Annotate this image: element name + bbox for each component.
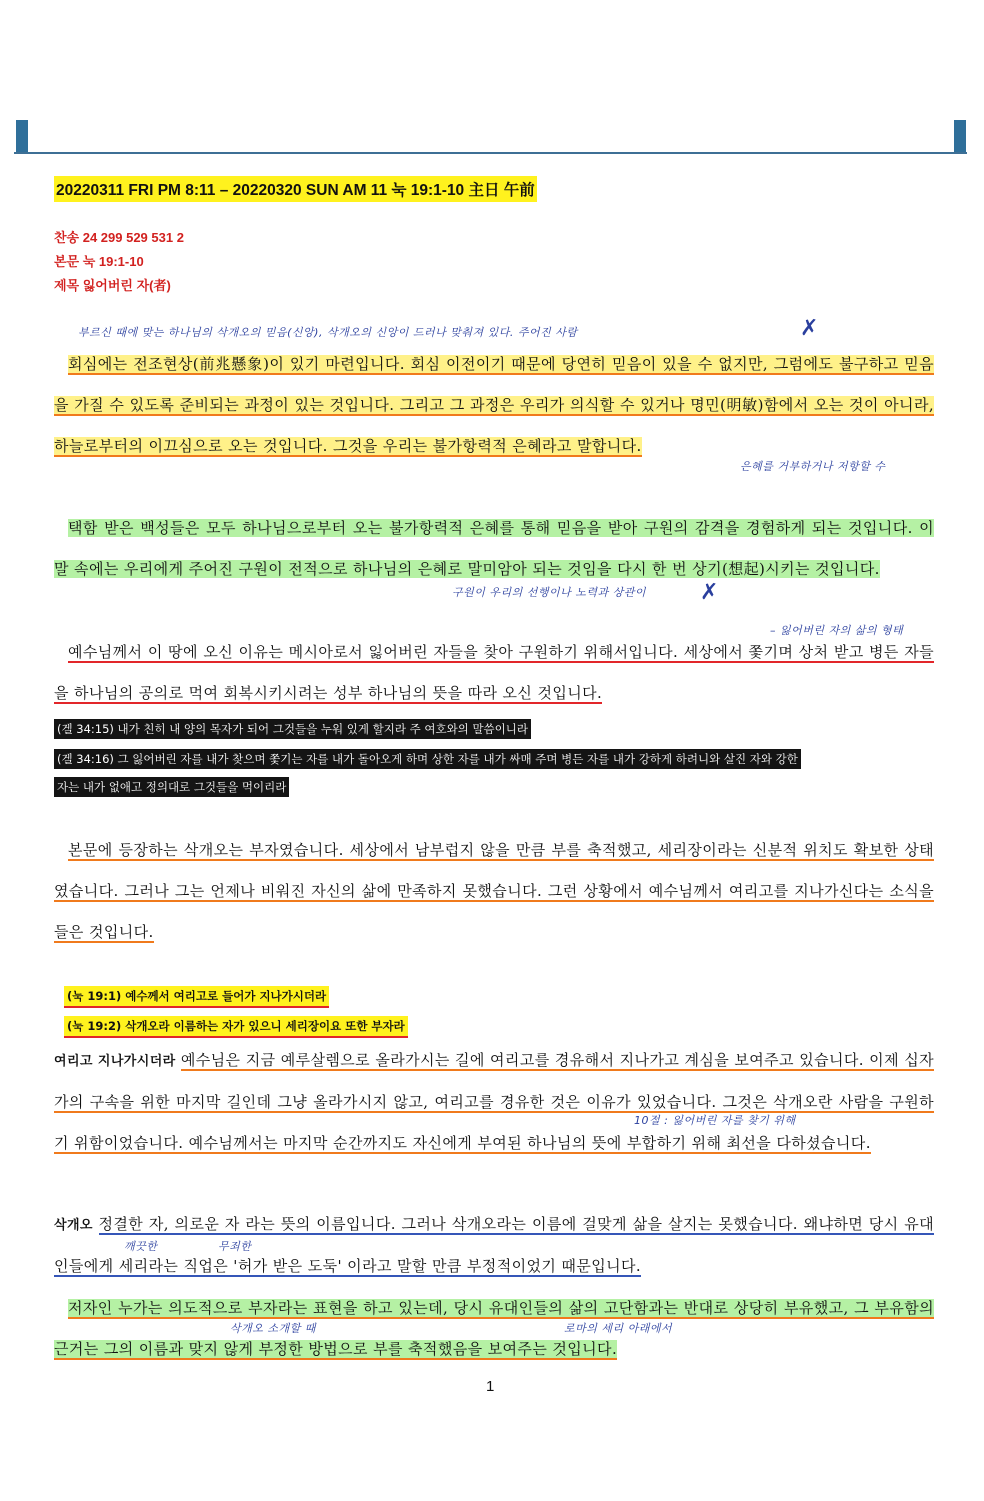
paragraph-1-text: 회심에는 전조현상(前兆懸象)이 있기 마련입니다. 회심 이전이기 때문에 당연히 믿음이 있을 수 없지만, 그럼에도 불구하고 믿음을 가질 수 있도록 준비되는 과정이 있는 것입니다. 그리고 그 과정은 우리가 의식할 수 있거나 명민(明敏)함에서 오는 것이 아니라, 하늘로부터의 이끄심으로 오는 것입니다. 그것을 우리는 불가항력적 은혜라고 말합니다. [54,355,934,455]
handwritten-note-grace: 은혜를 거부하거나 저항할 수 [740,460,886,473]
page-number: 1 [486,1378,495,1395]
paragraph-5 [54,1040,934,1164]
paragraph-6-lead: 삭개오 [54,1218,93,1233]
handwritten-note-verse10: 10절 : 잃어버린 자를 찾기 위해 [634,1114,796,1127]
handwritten-note-rome: 로마의 세리 아래에서 [564,1322,673,1335]
paragraph-6 [54,1204,934,1287]
paragraph-7 [54,1288,934,1370]
verse-ezekiel-34-16-a: (겔 34:16) 그 잃어버린 자를 내가 찾으며 쫓기는 자를 내가 돌아오게 하며 상한 자를 내가 싸매 주며 병든 자를 내가 강하게 하려니와 살진 자와 강한 [54,749,801,769]
handwritten-note-intro: 삭개오 소개할 때 [230,1322,316,1335]
verse-luke-19-1: (눅 19:1) 예수께서 여리고로 들어가 지나가시더라 [64,986,329,1008]
sermon-date-title: 20220311 FRI PM 8:11 – 20220320 SUN AM 11 눅 19:1-10 主日 午前 [54,176,537,202]
paragraph-1 [54,344,934,467]
handwritten-note-top: 부르신 때에 맞는 하나님의 삭개오의 믿음(신앙), 삭개오의 신앙이 드러나 맞춰져 있다. 주어진 사람 [78,326,578,339]
paragraph-7-text: 저자인 누가는 의도적으로 부자라는 표현을 하고 있는데, 당시 유대인들의 삶의 고단함과는 반대로 상당히 부유했고, 그 부유함의 근거는 그의 이름과 맞지 않게 부정한 방법으로 부를 축적했음을 보여주는 것입니다. [54,1299,934,1358]
header-rule-right-tab [954,120,966,154]
paragraph-4 [54,830,934,953]
paragraph-6-text: 정결한 자, 의로운 자 라는 뜻의 이름입니다. 그러나 삭개오라는 이름에 걸맞게 삶을 살지는 못했습니다. 왜냐하면 당시 유대인들에게 세리라는 직업은 '허가 받은 도둑' 이라고 말할 만큼 부정적이었기 때문입니다. [54,1215,935,1275]
verse-ezekiel-34-16-b: 자는 내가 없애고 정의대로 그것들을 먹이리라 [54,777,289,797]
paragraph-2 [54,508,934,590]
paragraph-4-text: 본문에 등장하는 삭개오는 부자였습니다. 세상에서 남부럽지 않을 만큼 부를 축적했고, 세리장이라는 신분적 위치도 확보한 상태였습니다. 그러나 그는 언제나 비워진 자신의 삶에 만족하지 못했습니다. 그런 상황에서 예수님께서 여리고를 지나가신다는 소식을 들은 것입니다. [54,841,934,941]
hymn-numbers: 찬송 24 299 529 531 2 [54,230,184,245]
handwritten-x-mark-2: ✗ [700,580,719,605]
verse-ezekiel-34-15: (겔 34:15) 내가 친히 내 양의 목자가 되어 그것들을 누워 있게 할지라 주 여호와의 말씀이니라 [54,719,531,739]
handwritten-note-salvation: 구원이 우리의 선행이나 노력과 상관이 [452,586,647,599]
paragraph-5-lead: 여리고 지나가시더라 [54,1054,176,1069]
scripture-text: 본문 눅 19:1-10 [54,254,144,269]
sermon-title: 제목 잃어버린 자(者) [54,278,171,293]
handwritten-note-lost: – 잃어버린 자의 삶의 형태 [770,624,904,637]
paragraph-2-text: 택함 받은 백성들은 모두 하나님으로부터 오는 불가항력적 은혜를 통해 믿음을 받아 구원의 감격을 경험하게 되는 것입니다. 이 말 속에는 우리에게 주어진 구원이 전적으로 하나님의 은혜로 말미암아 되는 것임을 다시 한 번 상기(想起)시키는 것입니다. [54,519,934,578]
paragraph-3 [54,632,934,714]
handwritten-note-clean: 깨끗한 [124,1240,158,1253]
paragraph-3-text: 예수님께서 이 땅에 오신 이유는 메시아로서 잃어버린 자들을 찾아 구원하기 위해서입니다. 세상에서 쫓기며 상처 받고 병든 자들을 하나님의 공의로 먹여 회복시키시려는 성부 하나님의 뜻을 따라 오신 것입니다. [54,643,934,702]
verse-luke-19-2: (눅 19:2) 삭개오라 이름하는 자가 있으니 세리장이요 또한 부자라 [64,1016,408,1038]
header-rule-left-tab [16,120,28,154]
handwritten-x-mark: ✗ [800,316,819,341]
paragraph-5-text: 예수님은 지금 예루살렘으로 올라가시는 길에 여리고를 경유해서 지나가고 계심을 보여주고 있습니다. 이제 십자가의 구속을 위한 마지막 길인데 그냥 올라가시지 않고, 여리고를 경유한 것은 이유가 있었습니다. 그것은 삭개오란 사람을 구원하기 위함이었습니다. 예수님께서는 마지막 순간까지도 자신에게 부여된 하나님의 뜻에 부합하기 위해 최선을 다하셨습니다. [54,1051,934,1152]
handwritten-note-innocent: 무죄한 [218,1240,252,1253]
header-rule [14,152,967,154]
